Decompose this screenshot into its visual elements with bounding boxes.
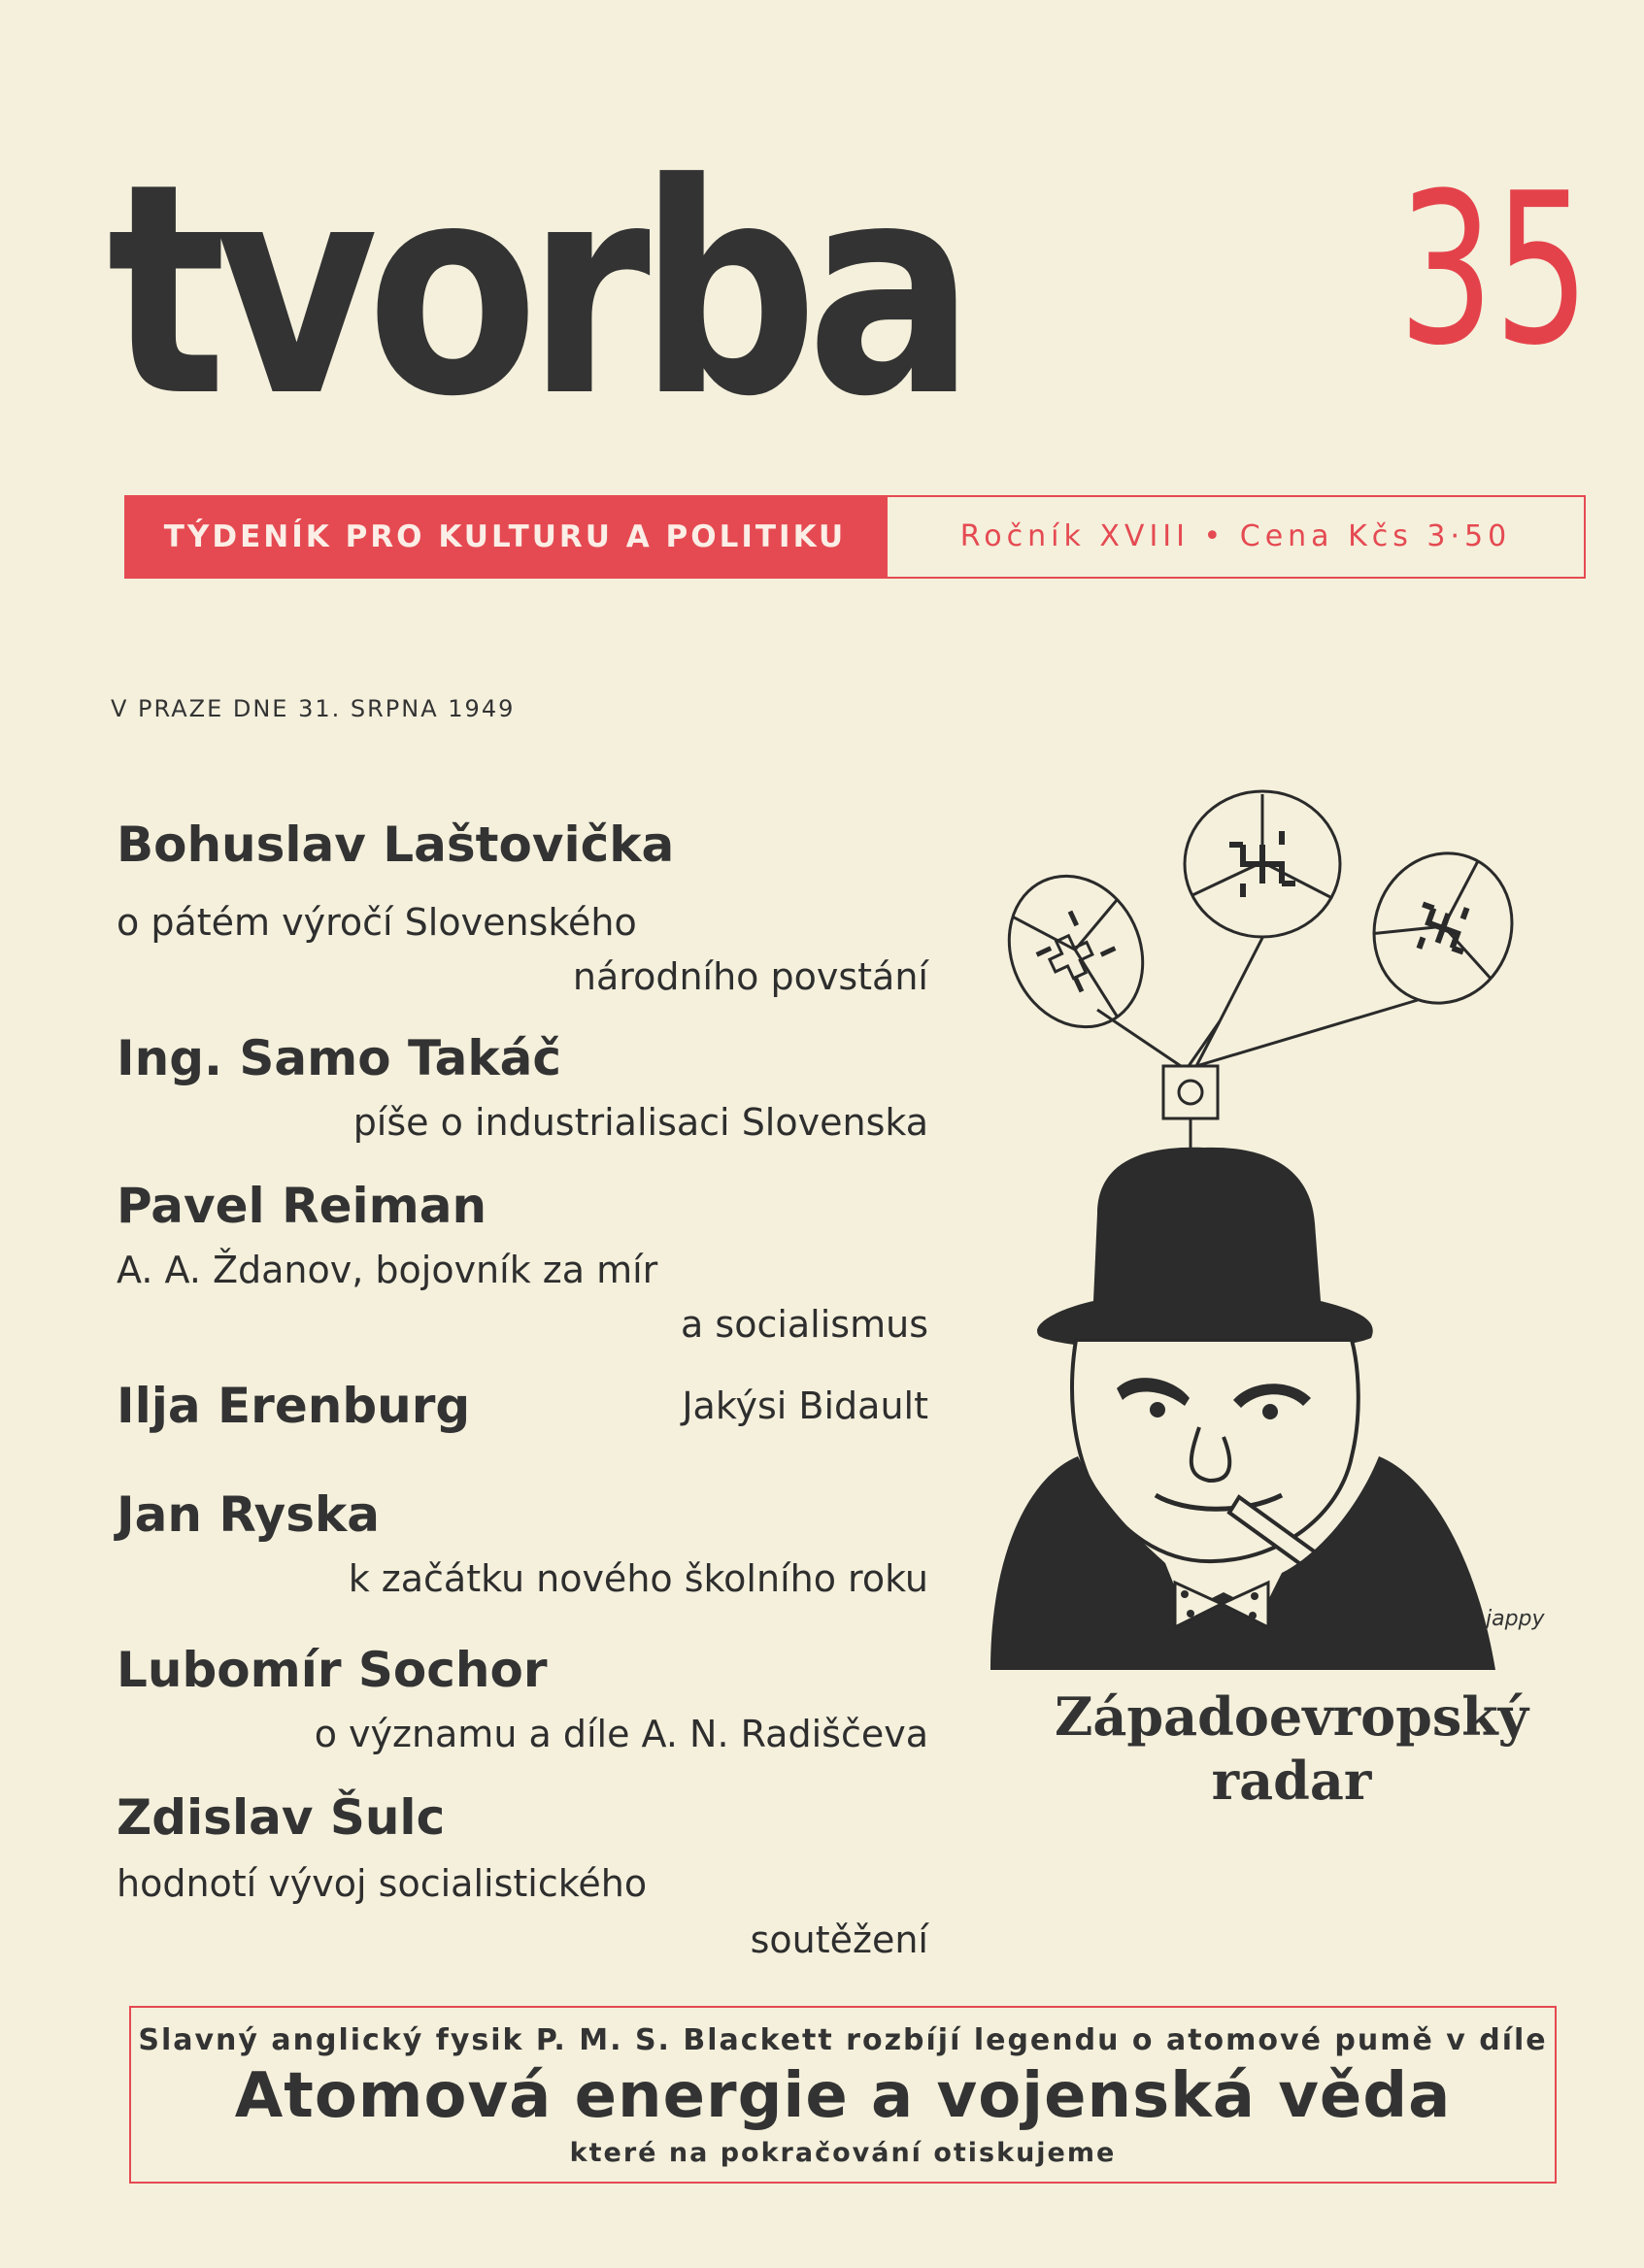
contents-topic: hodnotí vývoj socialistického	[117, 1862, 648, 1905]
contents-topic: A. A. Ždanov, bojovník za mír	[117, 1249, 658, 1291]
contents-author: Ing. Samo Takáč	[117, 1030, 562, 1086]
contents-topic: o významu a díle A. N. Radiščeva	[314, 1713, 928, 1755]
contents-author: Jan Ryska	[117, 1486, 380, 1543]
contents-topic: soutěžení	[750, 1918, 928, 1961]
cartoon-illustration	[990, 757, 1593, 1670]
radar-dish-center	[1185, 791, 1340, 937]
promo-box	[129, 2006, 1557, 2184]
caption-line: Západoevropský	[1054, 1685, 1529, 1748]
contents-author: Zdislav Šulc	[117, 1789, 446, 1846]
masthead-subtitle: TÝDENÍK PRO KULTURU A POLITIKU	[124, 495, 886, 579]
contents-topic: a socialismus	[681, 1303, 928, 1346]
promo-note: které na pokračování otiskujeme	[569, 2138, 1117, 2168]
contents-author: Lubomír Sochor	[117, 1642, 548, 1698]
volume-price: Ročník XVIII • Cena Kčs 3·50	[886, 495, 1586, 579]
caption-line: radar	[1211, 1750, 1372, 1812]
radar-dish-right	[1354, 834, 1533, 1022]
contents-author: Pavel Reiman	[117, 1178, 487, 1234]
contents-author: Ilja Erenburg	[117, 1378, 471, 1434]
contents-topic: národního povstání	[572, 955, 928, 998]
contents-topic: k začátku nového školního roku	[348, 1557, 928, 1600]
contents-topic: Jakýsi Bidault	[682, 1384, 928, 1427]
radar-dish-left	[990, 854, 1167, 1050]
dateline: V PRAZE DNE 31. SRPNA 1949	[111, 695, 516, 722]
contents-topic: píše o industrialisaci Slovenska	[352, 1101, 928, 1144]
promo-headline: Atomová energie a vojenská věda	[234, 2060, 1452, 2132]
artist-signature: jappy	[1486, 1607, 1545, 1631]
contents-author: Bohuslav Laštovička	[117, 817, 675, 873]
contents-topic: o pátém výročí Slovenského	[117, 901, 637, 944]
issue-number: 35	[1398, 148, 1590, 391]
masthead-title: tvorba	[107, 121, 964, 460]
masthead-band	[124, 495, 1586, 579]
promo-intro: Slavný anglický fysik P. M. S. Blackett rozbíjí legendu o atomové pumě v díle	[138, 2023, 1548, 2057]
bowler-hat	[1037, 1148, 1373, 1351]
cartoon-caption	[990, 1684, 1593, 1813]
